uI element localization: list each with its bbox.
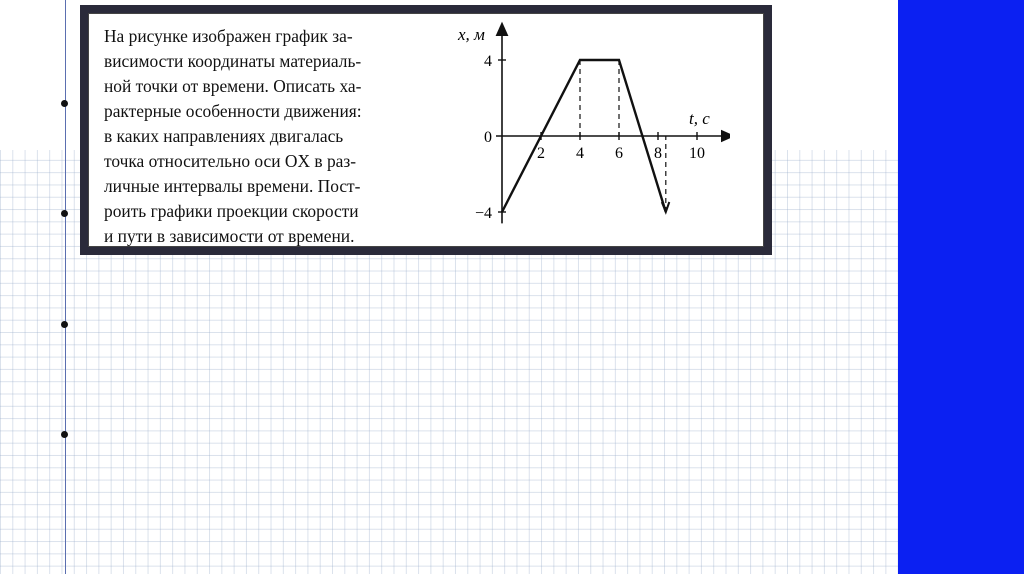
bullet-point bbox=[61, 210, 68, 217]
x-tick-label: 8 bbox=[654, 145, 662, 162]
x-axis-label: t, с bbox=[689, 109, 710, 128]
notebook-margin-line bbox=[65, 0, 66, 574]
y-tick-label: −4 bbox=[474, 205, 492, 222]
x-tick-label: 2 bbox=[537, 145, 545, 162]
x-tick-label: 6 bbox=[615, 145, 623, 162]
bullet-point bbox=[61, 100, 68, 107]
bullet-point bbox=[61, 321, 68, 328]
x-tick-label: 4 bbox=[576, 145, 584, 162]
y-axis-label: x, м bbox=[458, 25, 485, 44]
blue-side-panel bbox=[898, 0, 1024, 574]
bullet-point bbox=[61, 431, 68, 438]
position-time-graph bbox=[450, 20, 730, 235]
y-tick-label: 4 bbox=[484, 53, 492, 70]
x-tick-label: 10 bbox=[689, 145, 705, 162]
y-tick-label: 0 bbox=[484, 129, 492, 146]
problem-text: На рисунке изображен график за- висимости координаты материаль- ной точки от времени. Описать ха- рактерные особенности движения: в каких направлениях двигалась точка относительно оси OX в раз- личные интервалы времени. Пост- роить графики проекции скорости и пути в зависимости от времени. bbox=[104, 26, 362, 246]
